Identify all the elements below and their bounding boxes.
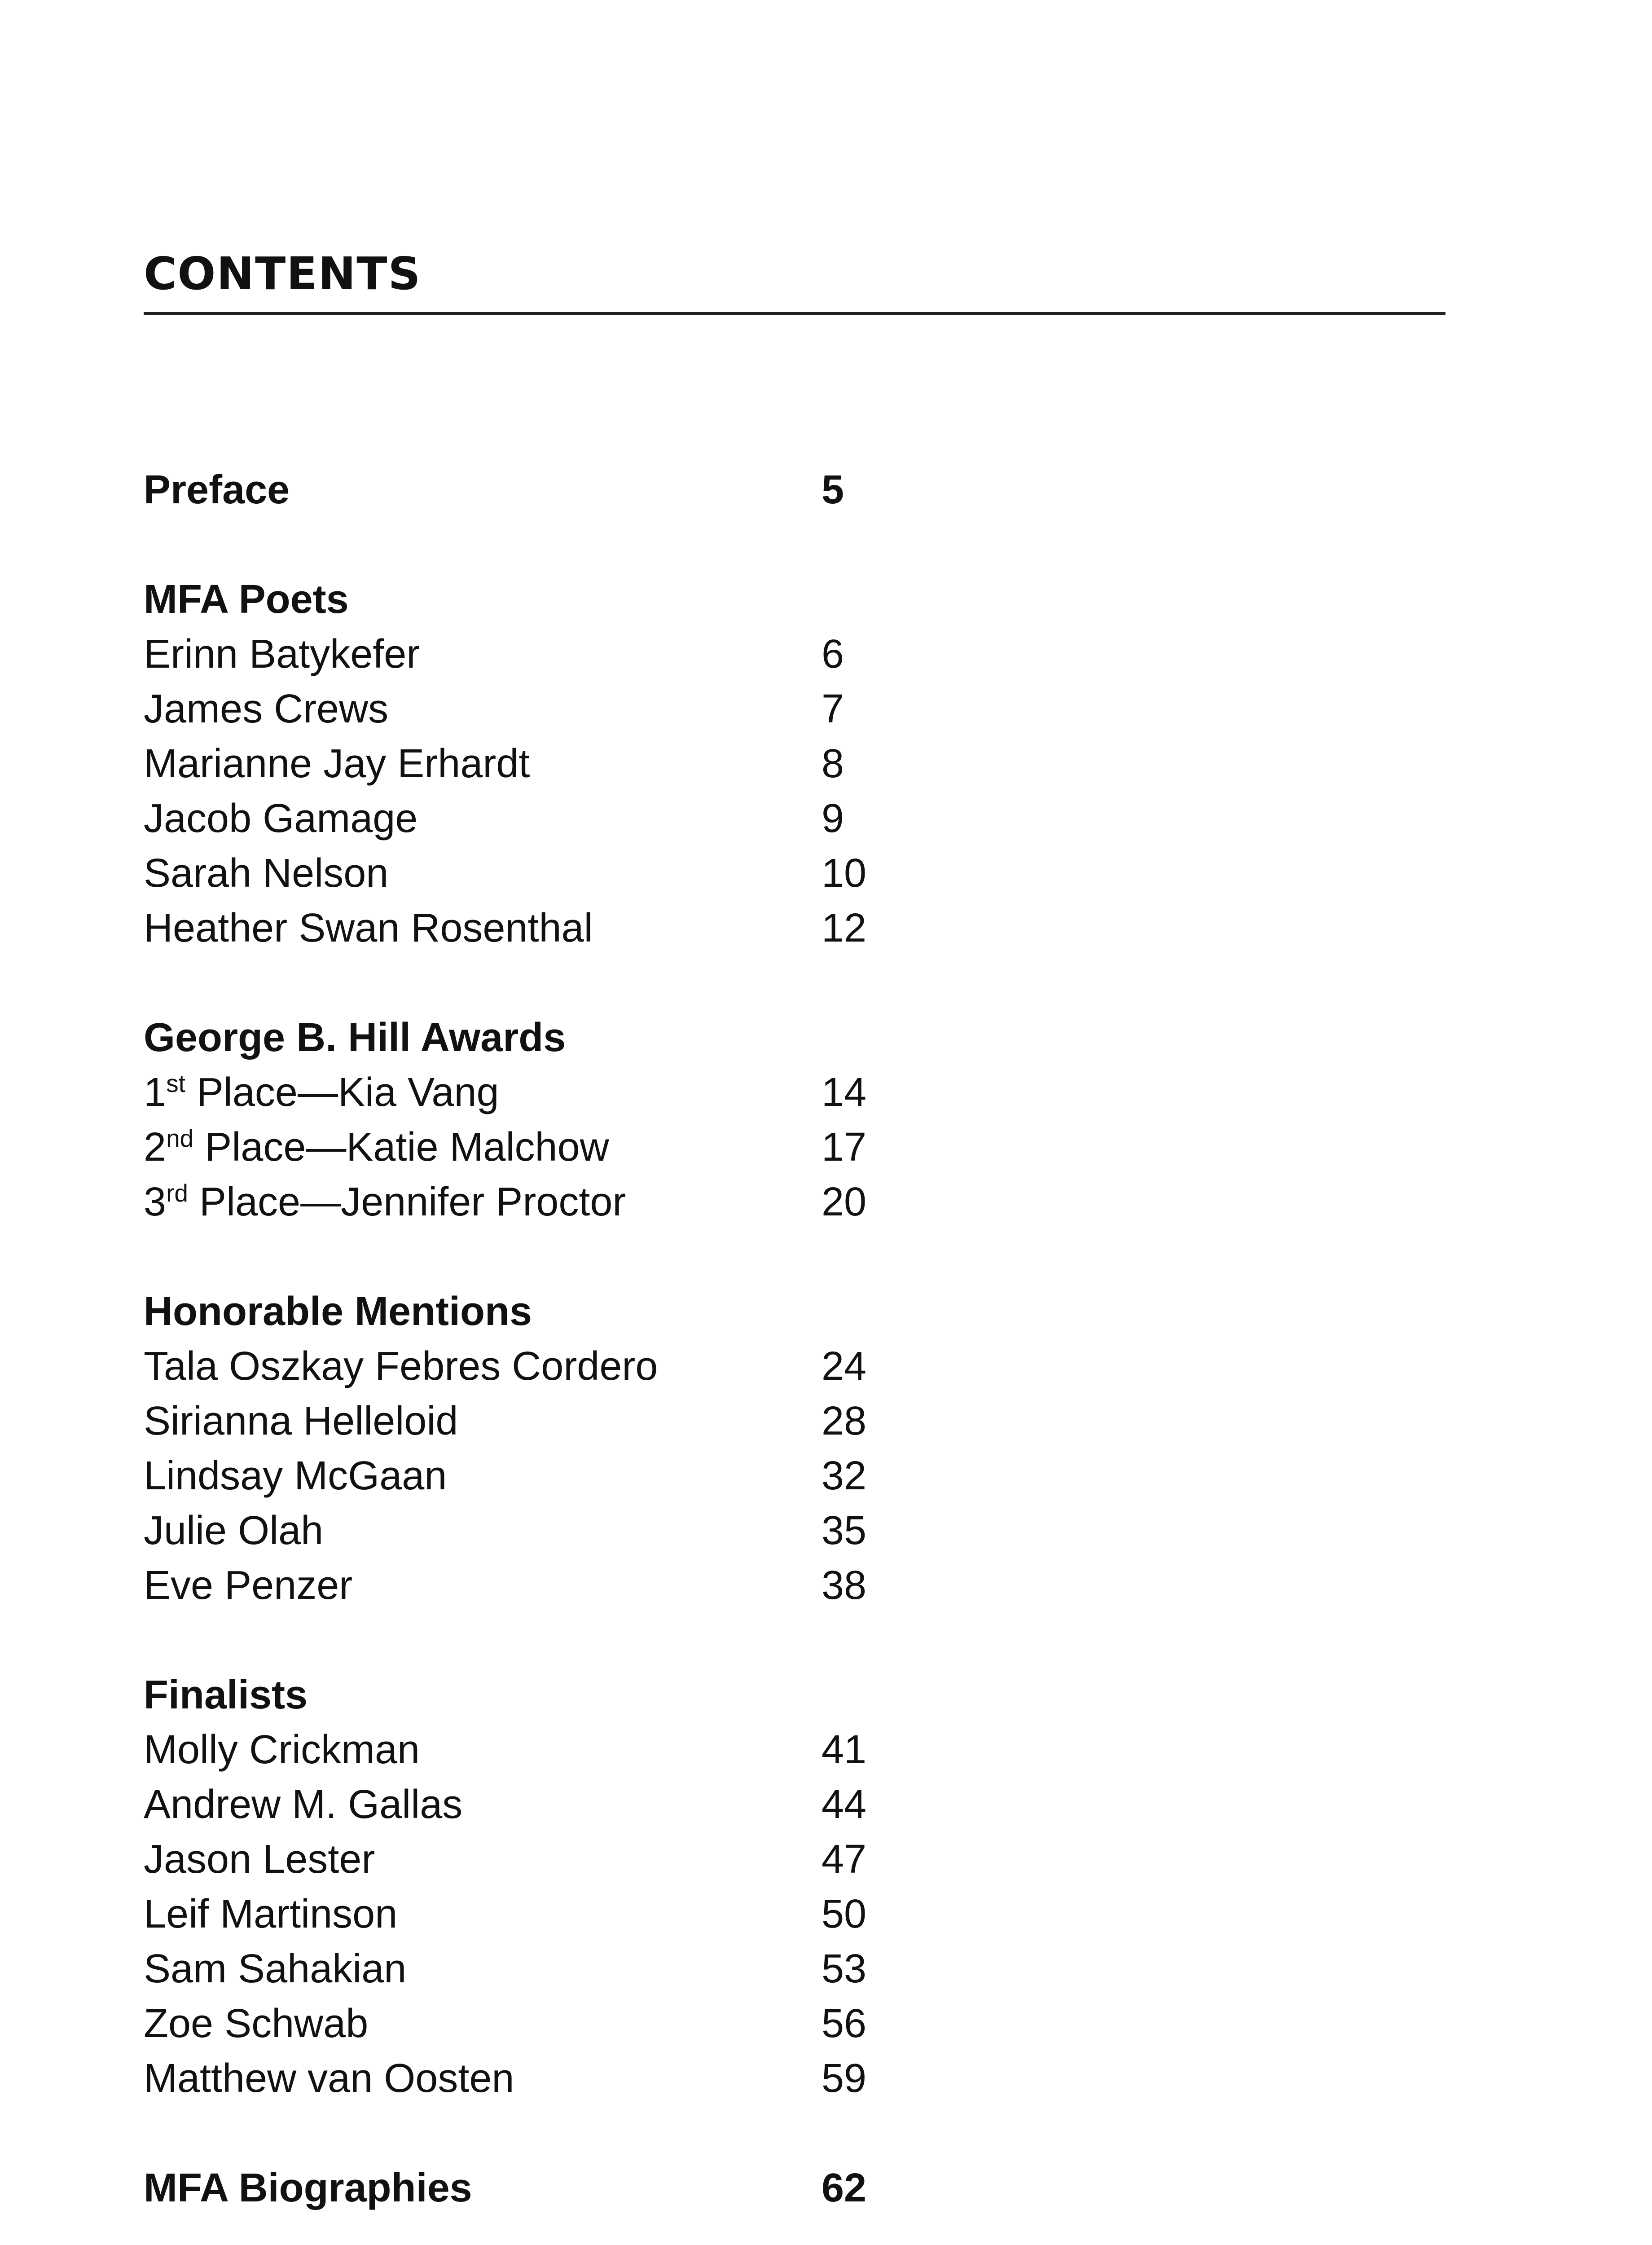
toc-entry[interactable] bbox=[144, 2051, 884, 2106]
toc-entry-page: 20 bbox=[822, 1180, 867, 1224]
toc-entry[interactable] bbox=[144, 1996, 884, 2051]
toc-entry[interactable] bbox=[144, 1777, 884, 1832]
toc-entry[interactable] bbox=[144, 682, 884, 736]
toc-entry-page: 28 bbox=[822, 1399, 867, 1444]
toc-entry-title: Jason Lester bbox=[144, 1837, 375, 1882]
toc-entry-title: Eve Penzer bbox=[144, 1563, 353, 1608]
page-title: CONTENTS bbox=[144, 247, 422, 300]
toc-entry-title bbox=[144, 1065, 499, 1120]
toc-entry[interactable] bbox=[144, 1941, 884, 1996]
toc-entry-title: Julie Olah bbox=[144, 1508, 324, 1553]
toc-entry-page: 35 bbox=[822, 1508, 867, 1553]
toc-entry-title: Matthew van Oosten bbox=[144, 2056, 514, 2101]
section-title: Honorable Mentions bbox=[144, 1289, 532, 1334]
toc-entry-title: Tala Oszkay Febres Cordero bbox=[144, 1344, 658, 1389]
toc-entry-title: Sam Sahakian bbox=[144, 1946, 407, 1991]
toc-entry-title: Heather Swan Rosenthal bbox=[144, 906, 593, 951]
toc-entry-title: Marianne Jay Erhardt bbox=[144, 741, 530, 786]
ordinal-suffix: rd bbox=[166, 1179, 188, 1207]
toc-entry-page: 62 bbox=[822, 2166, 867, 2210]
toc-entry[interactable] bbox=[144, 1120, 884, 1175]
toc-entry-page: 38 bbox=[822, 1563, 867, 1608]
toc-entry-page: 32 bbox=[822, 1453, 867, 1498]
ordinal-suffix: st bbox=[166, 1070, 185, 1097]
toc-entry-title: James Crews bbox=[144, 687, 389, 731]
toc-entry-title: Sirianna Helleloid bbox=[144, 1399, 458, 1444]
place-number: 3 bbox=[144, 1180, 167, 1224]
toc-entry[interactable] bbox=[144, 462, 884, 517]
toc-entry-page: 47 bbox=[822, 1837, 867, 1882]
section-title: MFA Poets bbox=[144, 577, 349, 622]
toc-section-george-b-hill-awards bbox=[144, 1010, 884, 1229]
toc-entry-title: Leif Martinson bbox=[144, 1892, 398, 1937]
toc-entry-page: 24 bbox=[822, 1344, 867, 1389]
toc-entry[interactable] bbox=[144, 1887, 884, 1941]
toc-entry[interactable] bbox=[144, 901, 884, 955]
toc-entry-page: 17 bbox=[822, 1125, 867, 1170]
toc-entry-title: Erinn Batykefer bbox=[144, 632, 420, 677]
toc-entry-page: 56 bbox=[822, 2001, 867, 2046]
ordinal-suffix: nd bbox=[166, 1124, 194, 1152]
toc-section-honorable-mentions bbox=[144, 1284, 884, 1613]
toc-entry-page: 12 bbox=[822, 906, 867, 951]
place-number: 2 bbox=[144, 1125, 167, 1170]
toc-entry-page: 7 bbox=[822, 687, 844, 731]
toc-biographies bbox=[144, 2161, 884, 2215]
toc-entry-title: Sarah Nelson bbox=[144, 851, 389, 896]
toc-entry-page: 41 bbox=[822, 1727, 867, 1772]
toc-entry-page: 9 bbox=[822, 796, 844, 841]
toc-entry-title: Andrew M. Gallas bbox=[144, 1782, 463, 1827]
toc-preface bbox=[144, 462, 884, 517]
toc-entry-title: Molly Crickman bbox=[144, 1727, 420, 1772]
toc-entry-page: 50 bbox=[822, 1892, 867, 1937]
toc-entry-page: 10 bbox=[822, 851, 867, 896]
toc-entry[interactable] bbox=[144, 1394, 884, 1448]
toc-entry-page: 14 bbox=[822, 1070, 867, 1115]
toc-entry-title: Lindsay McGaan bbox=[144, 1453, 447, 1498]
heading-rule bbox=[144, 312, 1446, 315]
toc-entry[interactable] bbox=[144, 1175, 884, 1229]
toc-entry-title: Jacob Gamage bbox=[144, 796, 418, 841]
section-title: Finalists bbox=[144, 1673, 308, 1717]
toc-entry[interactable] bbox=[144, 1503, 884, 1558]
toc-entry[interactable] bbox=[144, 736, 884, 791]
toc-entry-title: Zoe Schwab bbox=[144, 2001, 369, 2046]
toc-entry[interactable] bbox=[144, 627, 884, 682]
toc-entry[interactable] bbox=[144, 2161, 884, 2215]
place-winner: Place—Jennifer Proctor bbox=[188, 1180, 626, 1224]
toc-section-finalists bbox=[144, 1668, 884, 2106]
section-title: George B. Hill Awards bbox=[144, 1015, 566, 1060]
toc-entry[interactable] bbox=[144, 1722, 884, 1777]
toc-entry-page: 5 bbox=[822, 467, 844, 512]
toc-entry[interactable] bbox=[144, 1448, 884, 1503]
toc-entry-page: 59 bbox=[822, 2056, 867, 2101]
table-of-contents bbox=[144, 462, 884, 2245]
toc-entry-title bbox=[144, 1175, 626, 1229]
toc-entry-page: 53 bbox=[822, 1946, 867, 1991]
toc-entry[interactable] bbox=[144, 1558, 884, 1613]
toc-entry-page: 8 bbox=[822, 741, 844, 786]
toc-entry[interactable] bbox=[144, 1832, 884, 1887]
toc-entry[interactable] bbox=[144, 1065, 884, 1120]
toc-entry[interactable] bbox=[144, 791, 884, 846]
toc-entry[interactable] bbox=[144, 846, 884, 901]
toc-entry-title: Preface bbox=[144, 467, 290, 512]
toc-entry-title bbox=[144, 1120, 609, 1175]
toc-section-mfa-poets bbox=[144, 572, 884, 955]
toc-entry[interactable] bbox=[144, 1339, 884, 1394]
toc-entry-title: MFA Biographies bbox=[144, 2166, 472, 2210]
place-number: 1 bbox=[144, 1070, 167, 1115]
toc-entry-page: 6 bbox=[822, 632, 844, 677]
place-winner: Place—Katie Malchow bbox=[193, 1125, 609, 1170]
place-winner: Place—Kia Vang bbox=[185, 1070, 499, 1115]
toc-entry-page: 44 bbox=[822, 1782, 867, 1827]
